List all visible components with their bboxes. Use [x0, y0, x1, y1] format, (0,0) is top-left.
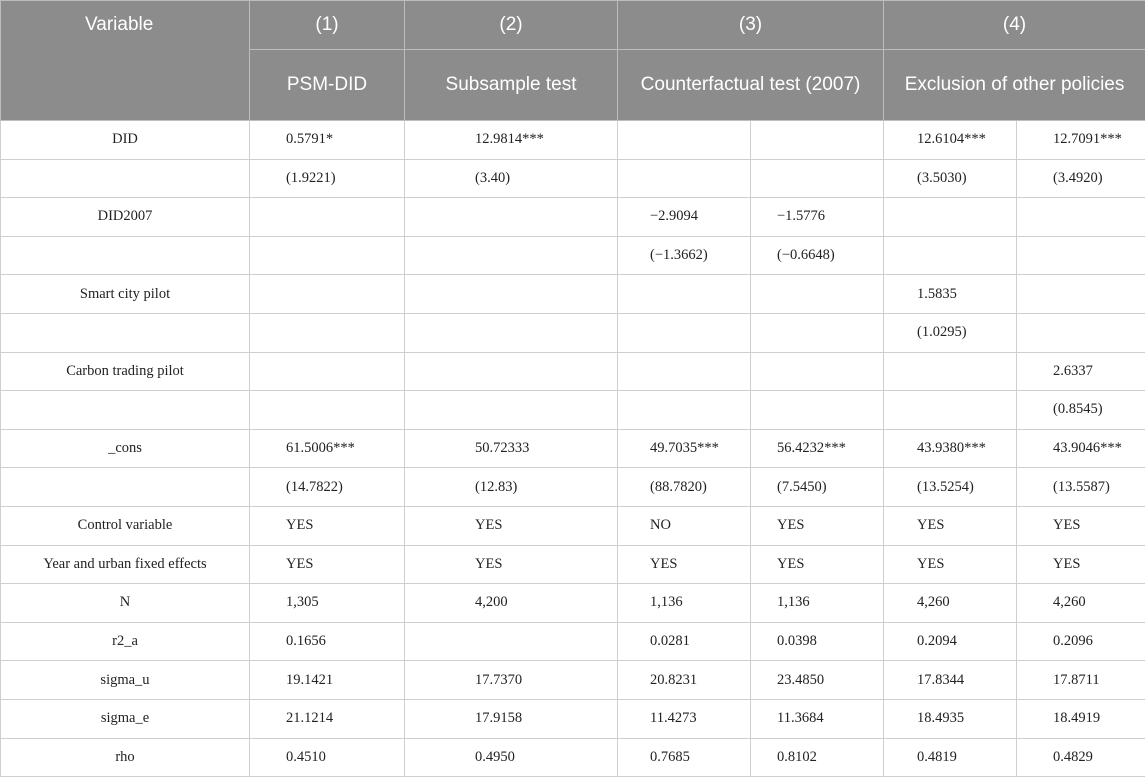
table-cell: (13.5587) — [1017, 468, 1145, 507]
table-cell: 12.7091*** — [1017, 121, 1145, 160]
table-cell: (13.5254) — [884, 468, 1017, 507]
table-cell — [751, 275, 884, 314]
row-label — [1, 159, 250, 198]
table-cell — [250, 236, 405, 275]
table-cell — [405, 275, 618, 314]
table-cell — [405, 622, 618, 661]
table-cell — [405, 313, 618, 352]
table-cell: 0.5791* — [250, 121, 405, 160]
table-body — [1, 121, 1145, 777]
table-cell: (1.0295) — [884, 313, 1017, 352]
table-cell: 19.1421 — [250, 661, 405, 700]
table-cell — [884, 198, 1017, 237]
table-cell: YES — [1017, 545, 1145, 584]
table-cell: 11.4273 — [618, 699, 751, 738]
table-cell — [1017, 236, 1145, 275]
table-cell: 0.1656 — [250, 622, 405, 661]
table-cell: YES — [250, 545, 405, 584]
table-row — [1, 584, 1145, 623]
row-label: Smart city pilot — [1, 275, 250, 314]
table-cell: 0.4510 — [250, 738, 405, 777]
table-cell: 12.9814*** — [405, 121, 618, 160]
variable-column-header: Variable — [1, 1, 250, 121]
table-cell — [884, 391, 1017, 430]
table-cell: 23.4850 — [751, 661, 884, 700]
table-cell: 4,260 — [1017, 584, 1145, 623]
table-cell: 0.4829 — [1017, 738, 1145, 777]
table-cell: (14.7822) — [250, 468, 405, 507]
table-cell: 1.5835 — [884, 275, 1017, 314]
column-title-psm-did: PSM-DID — [250, 50, 405, 121]
table-cell: 11.3684 — [751, 699, 884, 738]
table-cell: 43.9046*** — [1017, 429, 1145, 468]
table-cell: (0.8545) — [1017, 391, 1145, 430]
table-cell: 21.1214 — [250, 699, 405, 738]
table-cell — [1017, 313, 1145, 352]
table-cell: YES — [884, 545, 1017, 584]
table-cell: −2.9094 — [618, 198, 751, 237]
row-label: r2_a — [1, 622, 250, 661]
table-cell: 0.0281 — [618, 622, 751, 661]
row-label: rho — [1, 738, 250, 777]
table-cell — [405, 391, 618, 430]
table-cell: 17.7370 — [405, 661, 618, 700]
table-cell: 4,200 — [405, 584, 618, 623]
table-cell: 49.7035*** — [618, 429, 751, 468]
table-cell: 12.6104*** — [884, 121, 1017, 160]
table-row — [1, 121, 1145, 160]
table-cell: 0.4950 — [405, 738, 618, 777]
row-label — [1, 313, 250, 352]
table-cell: YES — [250, 506, 405, 545]
table-cell — [250, 352, 405, 391]
table-cell: YES — [1017, 506, 1145, 545]
table-cell: NO — [618, 506, 751, 545]
table-cell — [618, 159, 751, 198]
table-cell: 1,136 — [751, 584, 884, 623]
table-cell: YES — [405, 506, 618, 545]
table-cell: (3.4920) — [1017, 159, 1145, 198]
table-cell — [751, 313, 884, 352]
table-cell: −1.5776 — [751, 198, 884, 237]
table-cell: (3.40) — [405, 159, 618, 198]
table-cell — [884, 236, 1017, 275]
row-label — [1, 391, 250, 430]
table-cell — [751, 391, 884, 430]
table-row — [1, 429, 1145, 468]
row-label: sigma_u — [1, 661, 250, 700]
table-cell: 61.5006*** — [250, 429, 405, 468]
table-cell: (88.7820) — [618, 468, 751, 507]
table-row — [1, 236, 1145, 275]
table-cell: 0.4819 — [884, 738, 1017, 777]
table-cell: YES — [618, 545, 751, 584]
table-cell: 18.4919 — [1017, 699, 1145, 738]
table-row — [1, 275, 1145, 314]
column-title-exclusion-other-policies: Exclusion of other policies — [884, 50, 1145, 121]
table-cell: 2.6337 — [1017, 352, 1145, 391]
table-cell: (3.5030) — [884, 159, 1017, 198]
row-label: Control variable — [1, 506, 250, 545]
row-label: DID2007 — [1, 198, 250, 237]
table-row — [1, 661, 1145, 700]
table-cell: 56.4232*** — [751, 429, 884, 468]
table-cell: 50.72333 — [405, 429, 618, 468]
table-row — [1, 699, 1145, 738]
table-cell — [751, 159, 884, 198]
table-row — [1, 622, 1145, 661]
table-row — [1, 391, 1145, 430]
table-cell: 1,136 — [618, 584, 751, 623]
table-cell — [618, 275, 751, 314]
table-row — [1, 352, 1145, 391]
table-cell — [250, 275, 405, 314]
table-cell — [751, 121, 884, 160]
table-cell: (1.9221) — [250, 159, 405, 198]
row-label: _cons — [1, 429, 250, 468]
table-row — [1, 313, 1145, 352]
table-cell: 0.2094 — [884, 622, 1017, 661]
row-label: sigma_e — [1, 699, 250, 738]
table-cell — [250, 391, 405, 430]
table-cell: 43.9380*** — [884, 429, 1017, 468]
table-cell: 17.9158 — [405, 699, 618, 738]
table-row — [1, 198, 1145, 237]
table-cell — [250, 313, 405, 352]
table-cell — [1017, 198, 1145, 237]
column-number-2: (2) — [405, 1, 618, 50]
table-cell: 17.8344 — [884, 661, 1017, 700]
row-label: Carbon trading pilot — [1, 352, 250, 391]
table-row — [1, 506, 1145, 545]
table-cell — [618, 391, 751, 430]
table-cell — [405, 352, 618, 391]
table-cell — [1017, 275, 1145, 314]
row-label: N — [1, 584, 250, 623]
row-label — [1, 468, 250, 507]
column-title-counterfactual-test: Counterfactual test (2007) — [618, 50, 884, 121]
table-cell: YES — [405, 545, 618, 584]
table-cell: 20.8231 — [618, 661, 751, 700]
header-row-numbers — [1, 1, 1145, 50]
table-cell: (7.5450) — [751, 468, 884, 507]
table-cell — [618, 352, 751, 391]
table-cell: 0.7685 — [618, 738, 751, 777]
row-label: DID — [1, 121, 250, 160]
table-row — [1, 738, 1145, 777]
table-cell: (−0.6648) — [751, 236, 884, 275]
table-cell: (−1.3662) — [618, 236, 751, 275]
row-label: Year and urban fixed effects — [1, 545, 250, 584]
column-title-subsample-test: Subsample test — [405, 50, 618, 121]
table-header — [1, 1, 1145, 121]
table-cell: 4,260 — [884, 584, 1017, 623]
table-cell: 0.8102 — [751, 738, 884, 777]
table-cell: 1,305 — [250, 584, 405, 623]
column-number-4: (4) — [884, 1, 1145, 50]
column-number-3: (3) — [618, 1, 884, 50]
table-row — [1, 468, 1145, 507]
table-cell: 17.8711 — [1017, 661, 1145, 700]
table-cell — [751, 352, 884, 391]
table-cell — [618, 121, 751, 160]
table-row — [1, 159, 1145, 198]
table-cell: (12.83) — [405, 468, 618, 507]
table-cell: YES — [751, 545, 884, 584]
table-cell: YES — [884, 506, 1017, 545]
table-cell — [405, 198, 618, 237]
table-cell — [618, 313, 751, 352]
table-row — [1, 545, 1145, 584]
table-cell: 18.4935 — [884, 699, 1017, 738]
row-label — [1, 236, 250, 275]
table-cell — [405, 236, 618, 275]
table-cell: 0.0398 — [751, 622, 884, 661]
table-cell: 0.2096 — [1017, 622, 1145, 661]
column-number-1: (1) — [250, 1, 405, 50]
table-cell: YES — [751, 506, 884, 545]
table-cell — [250, 198, 405, 237]
table-cell — [884, 352, 1017, 391]
